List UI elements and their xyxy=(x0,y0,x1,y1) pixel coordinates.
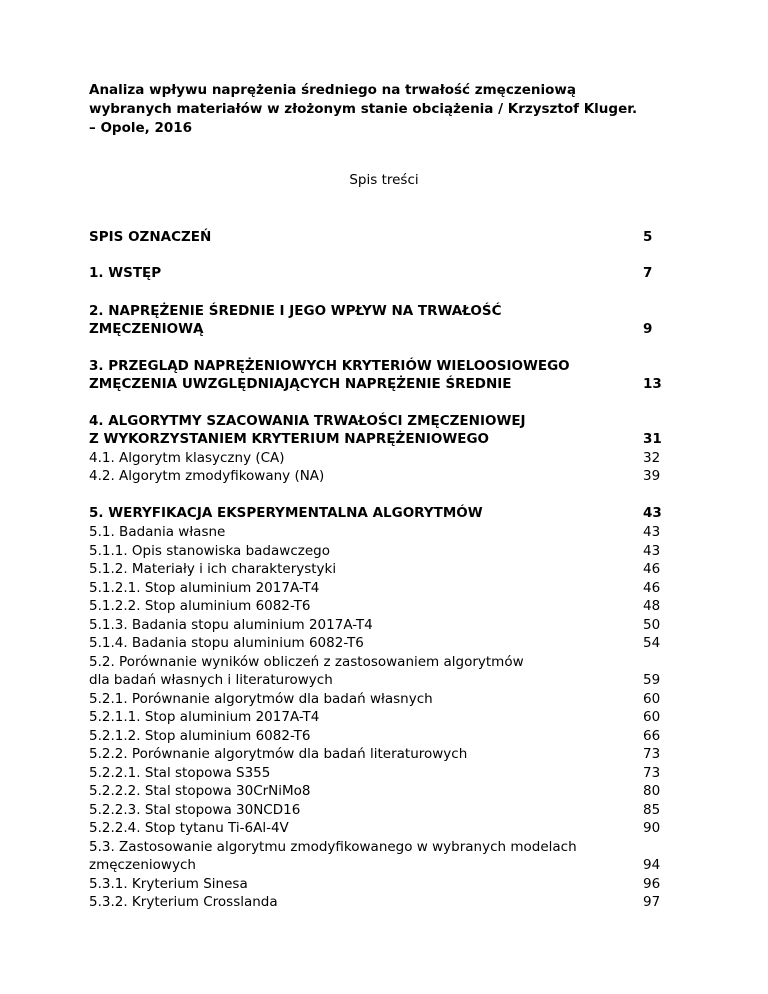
toc-entry-page: 43 xyxy=(643,543,661,559)
toc-entry-title: 5.2. Porównanie wyników obliczeń z zastosowaniem algorytmów xyxy=(89,654,524,670)
toc-entry-title: 5.3.2. Kryterium Crosslanda xyxy=(89,894,278,910)
toc-entry-title: SPIS OZNACZEŃ xyxy=(89,229,212,245)
toc-entry-page: 39 xyxy=(643,468,661,484)
toc-entry-page: 50 xyxy=(643,617,661,633)
toc-entry-title: Z WYKORZYSTANIEM KRYTERIUM NAPRĘŻENIOWEGO xyxy=(89,431,490,447)
toc-entry-page: 46 xyxy=(643,580,661,596)
toc-entry-title: 5.2.2.2. Stal stopowa 30CrNiMo8 xyxy=(89,783,311,799)
toc-entry-title: 3. PRZEGLĄD NAPRĘŻENIOWYCH KRYTERIÓW WIELOOSIOWEGO xyxy=(89,358,570,374)
toc-entry-page: 7 xyxy=(643,265,653,281)
toc-entry-title: 5.3.1. Kryterium Sinesa xyxy=(89,876,248,892)
toc-entry-page: 60 xyxy=(643,709,661,725)
toc-entry-page: 13 xyxy=(643,376,662,392)
toc-title: Spis treści xyxy=(349,172,419,188)
toc-entry-title: 5. WERYFIKACJA EKSPERYMENTALNA ALGORYTMÓW xyxy=(89,505,483,521)
toc-entry-page: 54 xyxy=(643,635,661,651)
toc-entry-title: 4.1. Algorytm klasyczny (CA) xyxy=(89,450,285,466)
toc-entry-page: 60 xyxy=(643,691,661,707)
toc-entry-title: 5.2.1.1. Stop aluminium 2017A-T4 xyxy=(89,709,320,725)
toc-entry-page: 43 xyxy=(643,524,661,540)
toc-entry-title: 4.2. Algorytm zmodyfikowany (NA) xyxy=(89,468,325,484)
toc-entry-title: 5.1.4. Badania stopu aluminium 6082-T6 xyxy=(89,635,364,651)
toc-entry-page: 46 xyxy=(643,561,661,577)
toc-entry-title: ZMĘCZENIA UWZGLĘDNIAJĄCYCH NAPRĘŻENIE ŚREDNIE xyxy=(89,376,512,392)
toc-entry-page: 9 xyxy=(643,321,653,337)
toc-entry-page: 32 xyxy=(643,450,661,466)
toc-entry-title: 4. ALGORYTMY SZACOWANIA TRWAŁOŚCI ZMĘCZENIOWEJ xyxy=(89,413,526,429)
toc-entry-title: zmęczeniowych xyxy=(89,857,196,873)
header-line: Analiza wpływu naprężenia średniego na trwałość zmęczeniową xyxy=(89,82,576,98)
toc-entry-title: 5.2.1. Porównanie algorytmów dla badań własnych xyxy=(89,691,433,707)
toc-entry-page: 66 xyxy=(643,728,661,744)
toc-entry-page: 59 xyxy=(643,672,661,688)
toc-entry-page: 94 xyxy=(643,857,661,873)
toc-entry-page: 73 xyxy=(643,746,661,762)
header-line: – Opole, 2016 xyxy=(89,120,193,136)
toc-entry-title: 2. NAPRĘŻENIE ŚREDNIE I JEGO WPŁYW NA TRWAŁOŚĆ xyxy=(89,303,502,319)
header-line: wybranych materiałów w złożonym stanie obciążenia / Krzysztof Kluger. xyxy=(89,101,638,117)
toc-entry-title: 5.1.2. Materiały i ich charakterystyki xyxy=(89,561,337,577)
toc-entry-page: 97 xyxy=(643,894,661,910)
toc-entry-page: 48 xyxy=(643,598,661,614)
toc-entry-page: 85 xyxy=(643,802,661,818)
book-header xyxy=(89,81,689,138)
toc-entry-title: 5.1.2.1. Stop aluminium 2017A-T4 xyxy=(89,580,320,596)
toc-entry-page: 90 xyxy=(643,820,661,836)
toc-entry-page: 31 xyxy=(643,431,662,447)
toc-entry-page: 73 xyxy=(643,765,661,781)
toc-entry-title: 5.1.3. Badania stopu aluminium 2017A-T4 xyxy=(89,617,373,633)
toc-entry-title: 5.2.1.2. Stop aluminium 6082-T6 xyxy=(89,728,311,744)
toc-entry-title: 5.2.2.4. Stop tytanu Ti-6Al-4V xyxy=(89,820,289,836)
toc-entry-title: 5.1.2.2. Stop aluminium 6082-T6 xyxy=(89,598,311,614)
toc-entry-title: 5.2.2.1. Stal stopowa S355 xyxy=(89,765,271,781)
toc-entry-title: 5.2.2.3. Stal stopowa 30NCD16 xyxy=(89,802,301,818)
toc-entry-title: 5.1. Badania własne xyxy=(89,524,226,540)
toc-entry-page: 80 xyxy=(643,783,661,799)
toc-entry-title: 5.2.2. Porównanie algorytmów dla badań literaturowych xyxy=(89,746,468,762)
toc-entry-title: ZMĘCZENIOWĄ xyxy=(89,321,204,337)
toc-entry-page: 5 xyxy=(643,229,653,245)
toc-entry-page: 43 xyxy=(643,505,662,521)
toc-entry-title: 5.3. Zastosowanie algorytmu zmodyfikowanego w wybranych modelach xyxy=(89,839,577,855)
toc-entry-title: 1. WSTĘP xyxy=(89,265,162,281)
toc-entry-title: dla badań własnych i literaturowych xyxy=(89,672,333,688)
toc-entry-page: 96 xyxy=(643,876,661,892)
toc-entry-title: 5.1.1. Opis stanowiska badawczego xyxy=(89,543,330,559)
